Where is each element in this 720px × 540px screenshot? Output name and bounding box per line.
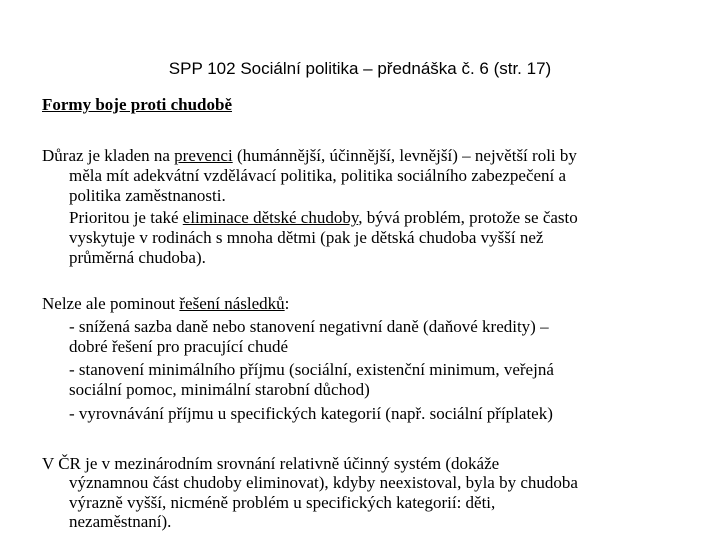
paragraph-line: politika zaměstnanosti. — [69, 186, 226, 205]
underlined-term: řešení následků — [179, 294, 285, 313]
list-line: - snížená sazba daně nebo stanovení negativní daně (daňové kredity) – — [69, 317, 549, 336]
paragraph-line: nezaměstnaní). — [69, 512, 172, 531]
paragraph-line: měla mít adekvátní vzdělávací politika, politika sociálního zabezpečení a — [69, 166, 567, 185]
text-run: , bývá problém, protože se často — [358, 208, 578, 227]
list-line: - stanovení minimálního příjmu (sociální, existenční minimum, veřejná — [69, 360, 554, 379]
underlined-term: prevenci — [174, 146, 233, 165]
underlined-term: eliminace dětské chudoby — [182, 208, 359, 227]
paragraph-line — [42, 146, 577, 166]
paragraph-line — [42, 294, 289, 314]
text-run: Prioritou je také — [69, 208, 183, 227]
list-line: dobré řešení pro pracující chudé — [69, 337, 289, 356]
text-run: Důraz je kladen na — [42, 146, 175, 165]
paragraph-line: významnou část chudoby eliminovat), kdyby neexistoval, byla by chudoba — [69, 473, 578, 492]
paragraph-line — [69, 208, 578, 228]
text-run: Nelze ale pominout — [42, 294, 180, 313]
slide-header: SPP 102 Sociální politika – přednáška č. 6 (str. 17) — [168, 59, 552, 78]
paragraph-line: průměrná chudoba). — [69, 248, 206, 267]
list-line: - vyrovnávání příjmu u specifických kategorií (např. sociální příplatek) — [69, 404, 553, 423]
section-heading: Formy boje proti chudobě — [42, 95, 232, 114]
paragraph-line: výrazně vyšší, nicméně problém u specifických kategorií: děti, — [69, 493, 496, 512]
text-run: : — [284, 294, 290, 313]
text-run: (humánnější, účinnější, levnější) – největší roli by — [232, 146, 577, 165]
paragraph-line: vyskytuje v rodinách s mnoha dětmi (pak je dětská chudoba vyšší než — [69, 228, 544, 247]
paragraph-line: V ČR je v mezinárodním srovnání relativně účinný systém (dokáže — [42, 454, 500, 473]
list-line: sociální pomoc, minimální starobní důchod) — [69, 380, 370, 399]
